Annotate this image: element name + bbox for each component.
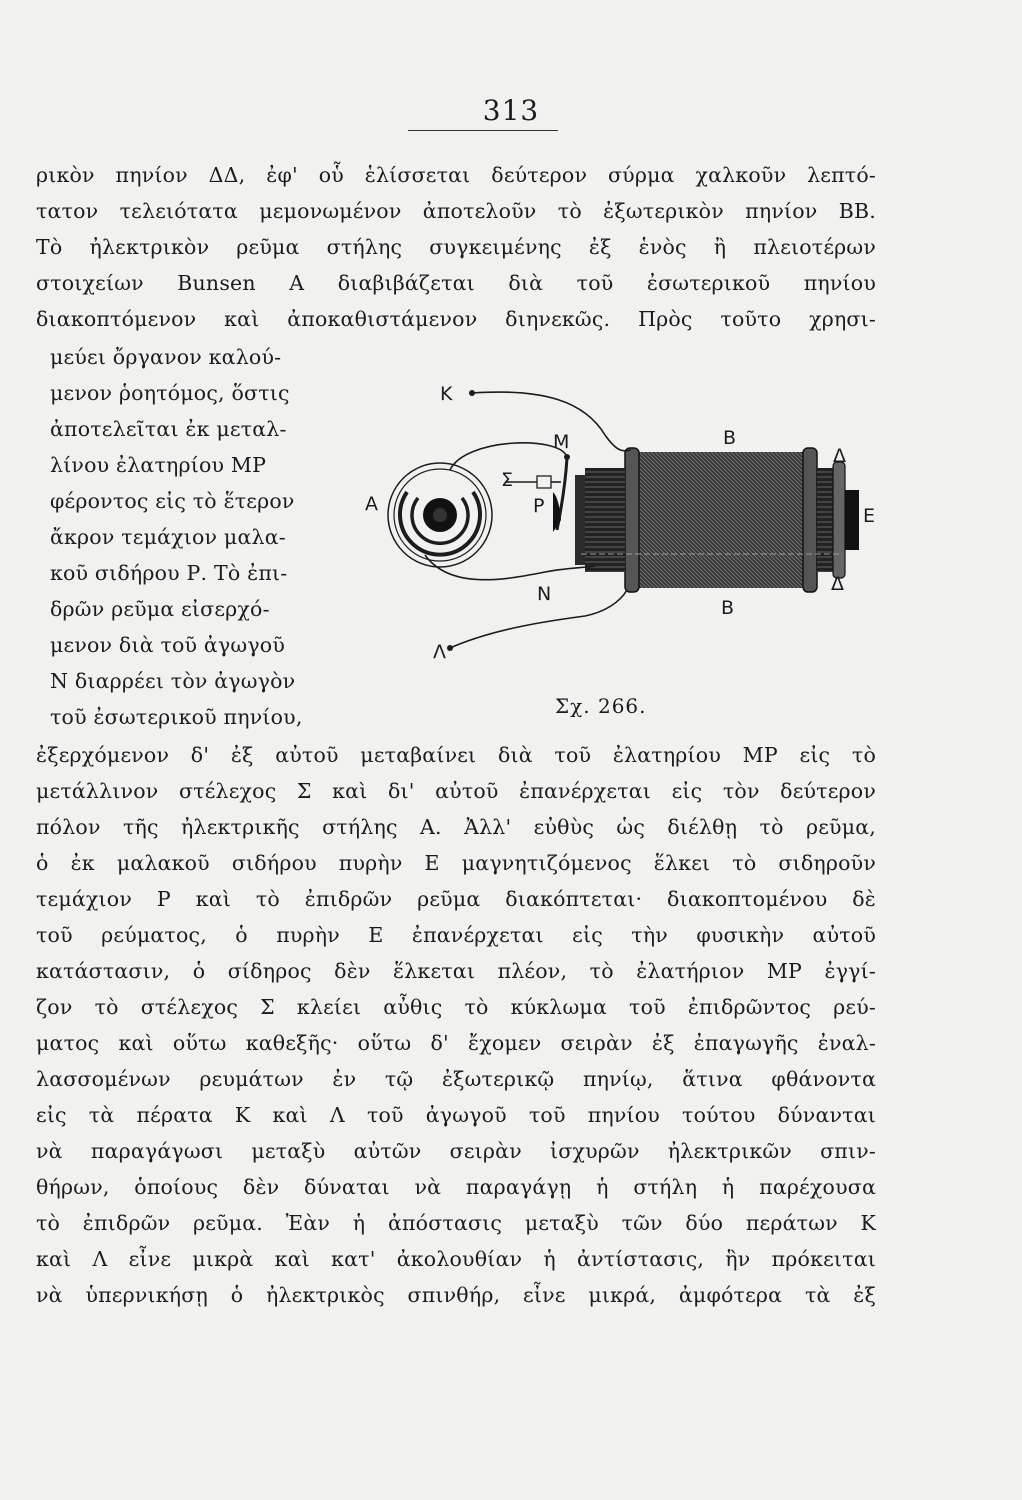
- text-line: κοῦ σιδήρου Ρ. Τὸ ἐπι-: [50, 561, 288, 585]
- text-line: τατον τελειότατα μεμονωμένον ἀποτελοῦν τὸ ἐξωτερικὸν πηνίον ΒΒ.: [36, 199, 876, 223]
- text-line: ἀποτελεῖται ἐκ μεταλ-: [50, 417, 287, 441]
- text-line: θήρων, ὁποίους δὲν δύναται νὰ παραγάγῃ ἡ στήλη ἡ παρέχουσα: [36, 1175, 876, 1199]
- label-M: Μ: [553, 431, 570, 453]
- label-B-top: B: [723, 427, 737, 449]
- label-A: Α: [365, 493, 378, 515]
- page-number: 313: [482, 94, 540, 127]
- label-N: Ν: [537, 583, 552, 605]
- induction-coil-figure: [355, 380, 895, 690]
- text-line: μεύει ὄργανον καλού-: [50, 345, 282, 369]
- text-line: ἐξερχόμενον δ' ἐξ αὐτοῦ μεταβαίνει διὰ τοῦ ἐλατηρίου ΜΡ εἰς τὸ: [36, 743, 876, 767]
- text-line: ρικὸν πηνίον ΔΔ, ἐφ' οὗ ἑλίσσεται δεύτερον σύρμα χαλκοῦν λεπτό-: [36, 163, 876, 187]
- label-P: Ρ: [533, 495, 545, 517]
- text-line: φέροντος εἰς τὸ ἕτερον: [50, 489, 295, 513]
- text-line: τεμάχιον Ρ καὶ τὸ ἐπιδρῶν ρεῦμα διακόπτεται· διακοπτομένου δὲ: [36, 887, 876, 911]
- text-line: ζον τὸ στέλεχος Σ κλείει αὖθις τὸ κύκλωμα τοῦ ἐπιδρῶντος ρεύ-: [36, 995, 876, 1019]
- text-line: τοῦ ρεύματος, ὁ πυρὴν Ε ἐπανέρχεται εἰς τὴν φυσικὴν αὐτοῦ: [36, 923, 876, 947]
- interrupter: [505, 454, 570, 532]
- battery-cell: [388, 463, 492, 567]
- label-B-bottom: Β: [721, 597, 735, 619]
- text-line: ματος καὶ οὕτω καθεξῆς· οὕτω δ' ἔχομεν σειρὰν ἐξ ἐπαγωγῆς ἐναλ-: [36, 1031, 876, 1055]
- text-line: λασσομένων ρευμάτων ἐν τῷ ἐξωτερικῷ πηνίῳ, ἅτινα φθάνοντα: [36, 1067, 876, 1091]
- text-line: τὸ ἐπιδρῶν ρεῦμα. Ἐὰν ἡ ἀπόστασις μεταξὺ τῶν δύο περάτων Κ: [36, 1211, 876, 1235]
- figure-caption: Σχ. 266.: [555, 694, 647, 718]
- text-line: ὁ ἐκ μαλακοῦ σιδήρου πυρὴν Ε μαγνητιζόμενος ἕλκει τὸ σιδηροῦν: [36, 851, 876, 875]
- label-D-bottom: Δ: [831, 573, 844, 595]
- text-line: μετάλλινον στέλεχος Σ καὶ δι' αὐτοῦ ἐπανέρχεται εἰς τὸν δεύτερον: [36, 779, 876, 803]
- text-line: νὰ παραγάγωσι μεταξὺ αὐτῶν σειρὰν ἰσχυρῶν ἠλεκτρικῶν σπιν-: [36, 1139, 876, 1163]
- header-rule: [408, 130, 558, 131]
- text-line: δρῶν ρεῦμα εἰσερχό-: [50, 597, 270, 621]
- text-line: λίνου ἐλατηρίου ΜΡ: [50, 453, 267, 477]
- text-line: Ν διαρρέει τὸν ἀγωγὸν: [50, 669, 296, 693]
- text-line: μενον ῥοητόμος, ὅστις: [50, 381, 290, 405]
- text-line: πόλον τῆς ἠλεκτρικῆς στήλης Α. Ἀλλ' εὐθὺς ὡς διέλθῃ τὸ ρεῦμα,: [36, 815, 876, 839]
- label-D-top: Δ: [833, 445, 846, 467]
- text-line: τοῦ ἐσωτερικοῦ πηνίου,: [50, 705, 303, 729]
- text-line: εἰς τὰ πέρατα Κ καὶ Λ τοῦ ἀγωγοῦ τοῦ πηνίου τούτου δύνανται: [36, 1103, 876, 1127]
- label-L: Λ: [433, 641, 446, 663]
- text-line: καὶ Λ εἶνε μικρὰ καὶ κατ' ἀκολουθίαν ἡ ἀντίστασις, ἣν πρόκειται: [36, 1247, 876, 1271]
- coil: [575, 448, 859, 592]
- text-line: κατάστασιν, ὁ σίδηρος δὲν ἕλκεται πλέον, τὸ ἐλατήριον ΜΡ ἐγγί-: [36, 959, 876, 983]
- text-line: μενον διὰ τοῦ ἀγωγοῦ: [50, 633, 285, 657]
- text-line: διακοπτόμενον καὶ ἀποκαθιστάμενον διηνεκῶς. Πρὸς τοῦτο χρησι-: [36, 307, 876, 331]
- text-line: Τὸ ἠλεκτρικὸν ρεῦμα στήλης συγκειμένης ἐξ ἑνὸς ἢ πλειοτέρων: [36, 235, 876, 259]
- text-line: στοιχείων Bunsen Α διαβιβάζεται διὰ τοῦ ἐσωτερικοῦ πηνίου: [36, 271, 876, 295]
- label-K: Κ: [440, 383, 453, 405]
- text-line: ἄκρον τεμάχιον μαλα-: [50, 525, 286, 549]
- label-E: Ε: [863, 505, 876, 527]
- label-Sigma: Σ: [501, 469, 514, 491]
- text-line: νὰ ὑπερνικήσῃ ὁ ἠλεκτρικὸς σπινθήρ, εἶνε μικρά, ἀμφότερα τὰ ἐξ: [36, 1283, 876, 1307]
